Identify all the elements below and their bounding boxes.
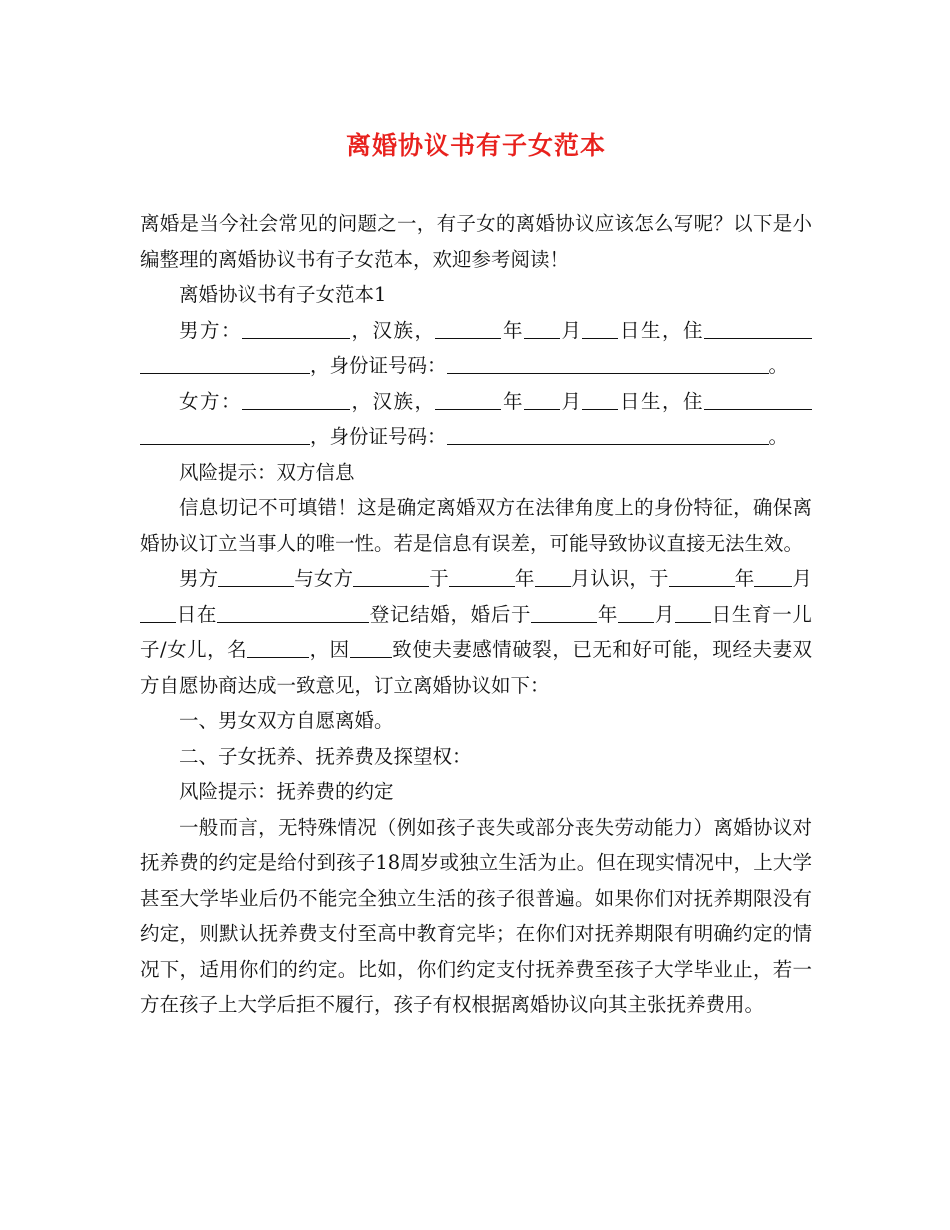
- female-month-text: 月: [559, 389, 583, 413]
- child-birth-month-blank[interactable]: [618, 603, 654, 623]
- female-id-label: ，身份证号码：: [310, 425, 447, 448]
- male-birth-year-blank[interactable]: [435, 319, 501, 339]
- male-id-number-blank[interactable]: [447, 355, 769, 375]
- clause-1: 一、男女双方自愿离婚。: [179, 709, 394, 732]
- male-address-blank-b[interactable]: [140, 355, 310, 375]
- register-year-blank[interactable]: [669, 568, 735, 588]
- intro-paragraph: 离婚是当今社会常见的问题之一，有子女的离婚协议应该怎么写呢？以下是小编整理的离婚协议书有子女范本，欢迎参考阅读！: [140, 212, 812, 271]
- marriage-text-13: ，因: [309, 638, 350, 661]
- register-month-blank[interactable]: [754, 568, 792, 588]
- female-party-info: [140, 384, 812, 455]
- risk-tip-2-title: 风险提示：抚养费的约定: [179, 780, 394, 803]
- risk-tip-1-text: 信息切记不可填错！这是确定离婚双方在法律角度上的身份特征，确保离婚协议订立当事人的唯一性。若是信息有误差，可能导致协议直接无法生效。: [140, 496, 812, 555]
- female-name-blank[interactable]: [242, 390, 350, 410]
- female-address-blank-b[interactable]: [140, 426, 310, 446]
- document-title: 离婚协议书有子女范本: [345, 131, 606, 160]
- marriage-text-2: 与女方: [294, 567, 354, 590]
- male-birth-month-blank[interactable]: [524, 319, 560, 339]
- marriage-text-11: 月: [654, 602, 675, 626]
- clause-2: 二、子女抚养、抚养费及探望权：: [179, 744, 472, 768]
- meet-month-blank[interactable]: [535, 568, 571, 588]
- male-month-text: 月: [559, 318, 583, 342]
- risk-tip-1-title: 风险提示：双方信息: [179, 460, 355, 484]
- male-address-blank-a[interactable]: [704, 319, 812, 339]
- male-ethnicity-text: ，汉族，: [350, 318, 436, 342]
- male-label: 男方：: [179, 318, 242, 342]
- female-ethnicity-text: ，汉族，: [350, 389, 436, 413]
- male-name-blank[interactable]: [242, 319, 350, 339]
- marriage-text-7: 月: [792, 567, 812, 590]
- marriage-paragraph: [140, 561, 812, 703]
- child-birth-year-blank[interactable]: [531, 603, 597, 623]
- marriage-text-8: 日在: [176, 602, 218, 626]
- male-born-text: 日生，住: [618, 318, 704, 342]
- marriage-text-10: 年: [597, 602, 619, 626]
- breakup-reason-blank[interactable]: [350, 639, 392, 659]
- meet-year-blank[interactable]: [449, 568, 515, 588]
- female-end-mark: 。: [768, 425, 789, 448]
- female-birth-month-blank[interactable]: [524, 390, 560, 410]
- male-birth-day-blank[interactable]: [582, 319, 618, 339]
- wife-name-blank[interactable]: [353, 568, 429, 588]
- register-day-blank[interactable]: [140, 603, 176, 623]
- male-party-info: [140, 313, 812, 384]
- female-label: 女方：: [179, 389, 242, 413]
- female-year-text: 年: [501, 389, 524, 413]
- child-name-blank[interactable]: [247, 639, 309, 659]
- marriage-text-3: 于: [429, 567, 449, 590]
- marriage-text-4: 年: [514, 567, 535, 590]
- register-place-blank[interactable]: [217, 603, 369, 623]
- female-address-blank-a[interactable]: [704, 390, 812, 410]
- risk-tip-2-text: 一般而言，无特殊情况（例如孩子丧失或部分丧失劳动能力）离婚协议对抚养费的约定是给付到孩子18周岁或独立生活为止。但在现实情况中，上大学甚至大学毕业后仍不能完全独立生活的孩子很普遍。如果你们对抚养期限没有约定，则默认抚养费支付至高中教育完毕；在你们对抚养期限有明确约定的情况下，适用你们的约定。比如，你们约定支付抚养费至孩子大学毕业止，若一方在孩子上大学后拒不履行，孩子有权根据离婚协议向其主张抚养费用。: [140, 815, 812, 1016]
- female-birth-day-blank[interactable]: [582, 390, 618, 410]
- marriage-text-1: 男方: [179, 567, 219, 590]
- male-year-text: 年: [501, 318, 524, 342]
- husband-name-blank[interactable]: [218, 568, 294, 588]
- marriage-text-14: 致使夫妻感情破裂，已无和好可能，现经夫妻双方自愿协商达成一致意见，订立离婚协议如下：: [140, 638, 812, 697]
- female-born-text: 日生，住: [618, 389, 704, 413]
- document-page: [140, 126, 812, 1023]
- male-end-mark: 。: [768, 354, 789, 377]
- female-birth-year-blank[interactable]: [435, 390, 501, 410]
- male-id-label: ，身份证号码：: [310, 354, 447, 377]
- child-birth-day-blank[interactable]: [675, 603, 711, 623]
- marriage-text-6: 年: [734, 567, 755, 590]
- female-id-number-blank[interactable]: [447, 426, 769, 446]
- marriage-text-5: 月认识，于: [570, 567, 669, 590]
- marriage-text-9: 登记结婚，婚后于: [369, 602, 532, 626]
- marriage-text-12: 日生育一儿子/女儿，名: [140, 602, 812, 661]
- sample-heading: 离婚协议书有子女范本1: [179, 283, 387, 306]
